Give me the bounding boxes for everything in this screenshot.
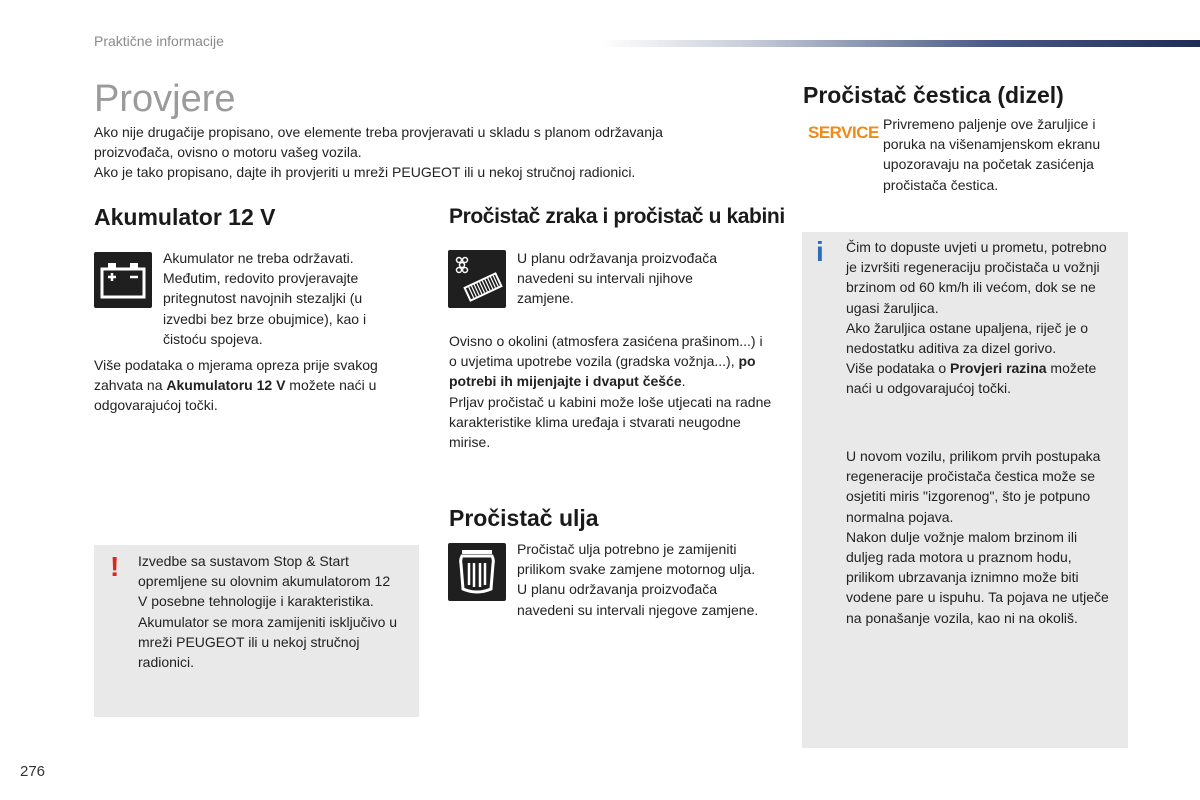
page-title: Provjere (94, 78, 236, 120)
battery-warning-text (138, 551, 403, 672)
diesel-info-p2: Ako žaruljica ostane upaljena, riječ je o nedostatku aditiva za dizel gorivo. (846, 319, 1089, 357)
diesel-filter-heading: Pročistač čestica (dizel) (803, 82, 1064, 108)
battery-icon (94, 252, 152, 308)
battery-more-info (94, 355, 419, 416)
air-filter-p1-bold: po potrebi ih mijenjajte i dvaput češće (449, 353, 756, 390)
oil-filter-p2: U planu održavanja proizvođača navedeni su intervali njegove zamjene. (517, 581, 759, 618)
diesel-info-text (846, 237, 1118, 399)
oil-filter-text (517, 539, 767, 620)
service-text: Privremeno paljenje ove žaruljice i poruka na višenamjenskom ekranu upozoravaju na početak zasićenja pročistača čestica. (883, 116, 1101, 193)
page-number: 276 (20, 763, 46, 780)
warning-icon: ! (110, 551, 120, 582)
air-filter-p1 (449, 331, 774, 392)
air-filter-p1-pre: Ovisno o okolini (atmosfera zasićena prašinom...) i o uvjetima upotrebe vozila (gradska vožnja...), (449, 333, 763, 370)
oil-filter-heading: Pročistač ulja (449, 505, 599, 531)
diesel-info-more-bold: Provjeri razina (950, 360, 1047, 377)
info-icon: i (816, 236, 824, 267)
air-filter-heading: Pročistač zraka i pročistač u kabini (449, 205, 785, 228)
oil-filter-icon (448, 543, 506, 601)
air-filter-icon-text: U planu održavanja proizvođača navedeni su intervali njihove zamjene. (517, 250, 718, 307)
diesel-info-text-2 (846, 446, 1118, 628)
diesel-info-box (802, 232, 1128, 748)
battery-warning-p2: Akumulator se mora zamijeniti isključivo u mreži PEUGEOT ili u nekoj stručnoj radionici. (138, 613, 398, 671)
battery-more-post: možete naći u odgovarajućoj točki. (94, 377, 377, 414)
intro-line-1: Ako nije drugačije propisano, ove elemente treba provjeravati u skladu s planom održavanja proizvođača, ovisno o motoru vašeg vozila. (94, 124, 663, 160)
header-gradient-bar (600, 40, 1200, 47)
battery-more-pre: Više podataka o mjerama opreza prije svakog zahvata na (94, 357, 378, 394)
diesel-info-more-pre: Više podataka o (846, 360, 951, 377)
service-warning-icon: SERVICE (808, 123, 879, 142)
diesel-info-more-post: možete naći u odgovarajućoj točki. (846, 360, 1097, 397)
diesel-info-more (846, 358, 1118, 398)
diesel-info-p4: Nakon dulje vožnje malom brzinom ili duljeg rada motora u praznom hodu, prilikom ubrzavanja iznimno može biti vodene pare u ispuhu. Ta pojava ne utječe na ponašanje vozila, kao ni na okoliš. (846, 528, 1109, 626)
air-filter-paragraphs (449, 331, 774, 452)
battery-heading: Akumulator 12 V (94, 204, 276, 230)
diesel-info-p3: U novom vozilu, prilikom prvih postupaka regeneracije pročistača čestica može se osjetiti miris "izgorenog", što je potpuno normalna pojava. (846, 448, 1101, 525)
diesel-info-p1: Čim to dopuste uvjeti u prometu, potrebno je izvršiti regeneraciju pročistača u vožnji brzinom od 60 km/h ili većom, dok se ne ugasi žaruljica. (846, 239, 1107, 316)
intro-text (94, 122, 744, 182)
battery-more-link-text: Akumulatoru 12 V (166, 377, 286, 394)
air-filter-p1-post: . (681, 373, 686, 390)
section-label: Praktične informacije (94, 33, 224, 49)
battery-warning-p1: Izvedbe sa sustavom Stop & Start opremljene su olovnim akumulatorom 12 V posebne tehnologije i karakteristika. (138, 553, 391, 610)
battery-icon-text: Akumulator ne treba održavati. Međutim, redovito provjeravajte pritegnutost navojnih stezaljki (u izvedbi bez brze obujmice), kao i čistoću spojeva. (163, 250, 367, 347)
oil-filter-p1: Pročistač ulja potrebno je zamijeniti prilikom svake zamjene motornog ulja. (517, 541, 756, 578)
intro-line-2: Ako je tako propisano, dajte ih provjeriti u mreži PEUGEOT ili u nekoj stručnoj radionici. (94, 164, 636, 180)
air-filter-icon (448, 250, 506, 308)
air-filter-p2: Prljav pročistač u kabini može loše utjecati na radne karakteristike klima uređaja i stvarati neugodne mirise. (449, 393, 772, 451)
battery-warning-box (94, 545, 419, 717)
